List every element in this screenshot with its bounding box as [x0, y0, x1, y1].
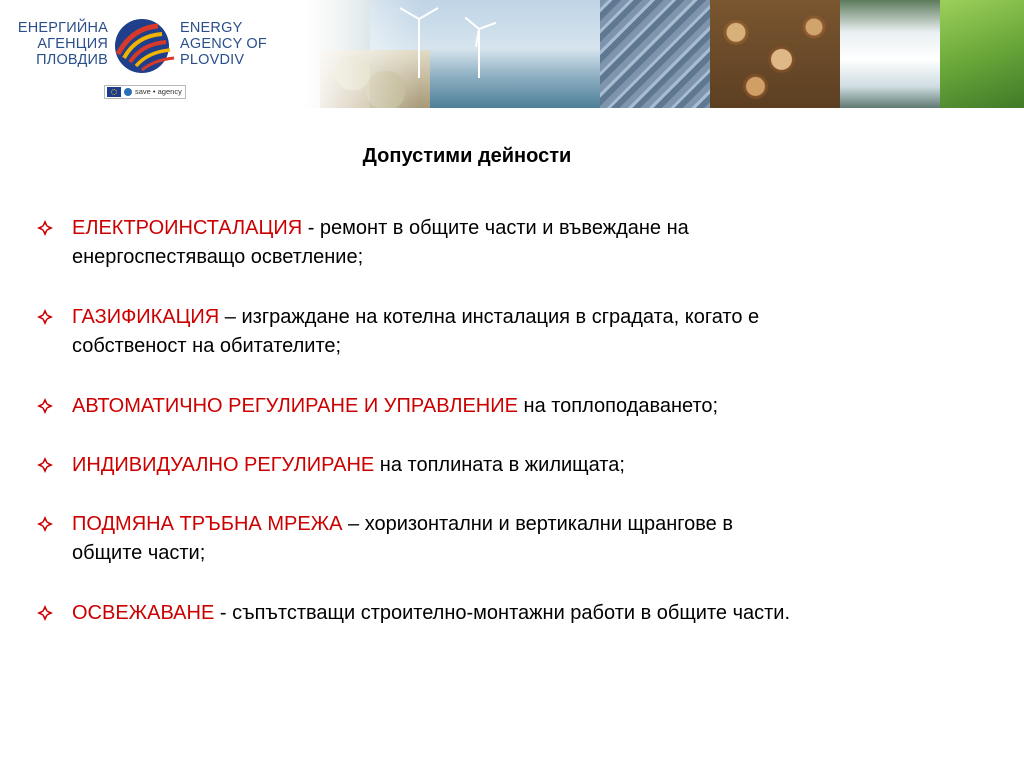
diamond-bullet-icon [36, 397, 54, 415]
item-keyword: ОСВЕЖАВАНЕ [72, 602, 215, 624]
wood-pellets-photo [320, 50, 430, 108]
logo-text-english [180, 20, 290, 68]
logo-en-line-1: ENERGY [180, 20, 243, 36]
item-keyword: АВТОМАТИЧНО РЕГУЛИРАНЕ И УПРАВЛЕНИЕ [72, 395, 518, 417]
item-text-continued: енергоспестяващо осветление; [72, 246, 364, 268]
logo-bg-line-1: ЕНЕРГИЙНА [17, 20, 108, 36]
item-keyword: ПОДМЯНА ТРЪБНА МРЕЖА [72, 513, 343, 535]
diamond-bullet-icon [36, 515, 54, 533]
eco-bus-photo [940, 0, 1024, 108]
list-item [36, 510, 1006, 568]
save-logo-icon [124, 88, 132, 96]
wind-turbines-photo [370, 0, 610, 108]
activities-list [36, 214, 1006, 628]
energy-photo-collage [300, 0, 1024, 108]
item-text: на топлината в жилищата; [374, 454, 625, 476]
logo-bg-line-3: ПЛОВДИВ [36, 52, 108, 68]
timber-logs-photo [710, 0, 840, 108]
waterfall-photo [840, 0, 950, 108]
eu-flag-icon [107, 87, 121, 97]
item-text-continued: собственост на обитателите; [72, 335, 342, 357]
item-text-continued: общите части; [72, 542, 206, 564]
agency-logo [0, 0, 300, 108]
item-keyword: ИНДИВИДУАЛНО РЕГУЛИРАНЕ [72, 454, 375, 476]
save-agency-badge [104, 85, 186, 99]
diamond-bullet-icon [36, 456, 54, 474]
logo-bg-line-2: АГЕНЦИЯ [37, 36, 108, 52]
diamond-bullet-icon [36, 308, 54, 326]
item-text: - ремонт в общите части и въвеждане на [302, 217, 689, 239]
list-item [36, 451, 1006, 480]
turbine-blade [418, 19, 420, 41]
diamond-bullet-icon [36, 604, 54, 622]
solar-panels-photo [600, 0, 710, 108]
list-item [36, 214, 1006, 272]
list-item [36, 303, 1006, 361]
logo-en-line-3: PLOVDIV [180, 52, 245, 68]
turbine-blade [399, 7, 419, 20]
logo-emblem-icon [112, 14, 178, 76]
item-text: на топлоподаването; [517, 395, 719, 417]
item-text: – хоризонтални и вертикални щрангове в [342, 513, 733, 535]
logo-text-bulgarian [8, 20, 108, 68]
logo-en-line-2: AGENCY OF [180, 36, 267, 52]
list-item [36, 599, 1006, 628]
item-text: - съпътстващи строително-монтажни работи в общите части. [214, 602, 791, 624]
slide-title: Допустими дейности [362, 145, 572, 167]
header-banner [0, 0, 1024, 108]
item-text: – изграждане на котелна инсталация в сградата, когато е [219, 306, 760, 328]
diamond-bullet-icon [36, 219, 54, 237]
list-item [36, 392, 1006, 421]
save-badge-label: save • agency [135, 87, 182, 96]
item-keyword: ГАЗИФИКАЦИЯ [72, 306, 220, 328]
item-keyword: ЕЛЕКТРОИНСТАЛАЦИЯ [72, 217, 303, 239]
